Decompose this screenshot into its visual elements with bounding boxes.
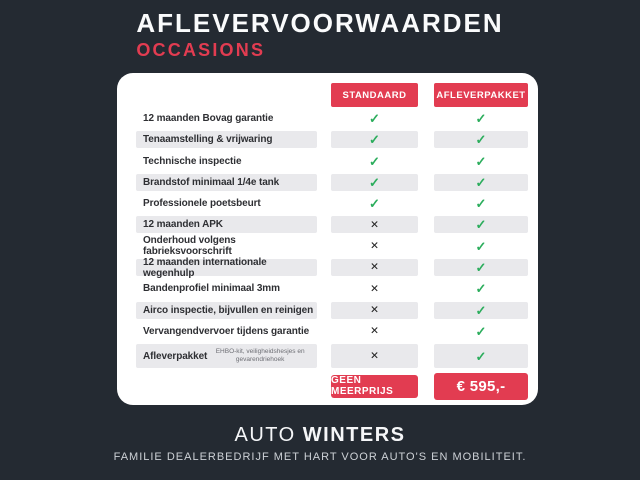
check-icon: ✓ (475, 281, 487, 297)
check-icon: ✓ (369, 196, 380, 212)
check-icon: ✓ (434, 344, 528, 368)
table-header-row (136, 83, 528, 107)
check-icon: ✓ (475, 111, 487, 126)
row-label: Vervangendvervoer tijdens garantie (143, 325, 310, 337)
check-icon: ✓ (434, 216, 528, 233)
table-row (136, 280, 528, 297)
table-row (136, 216, 528, 233)
table-row (136, 131, 528, 148)
check-icon: ✓ (369, 111, 380, 126)
cross-icon: ✕ (370, 325, 379, 338)
check-icon: ✓ (475, 196, 487, 212)
price-row (136, 373, 528, 400)
page-subtitle: OCCASIONS (136, 39, 266, 60)
check-icon: ✓ (434, 302, 528, 319)
check-icon: ✓ (434, 174, 528, 191)
table-row (136, 235, 528, 258)
table-row (136, 302, 528, 319)
row-label: Onderhoud volgens fabrieksvoorschrift (143, 235, 236, 258)
column-header-standaard: STANDAARD (331, 83, 418, 107)
table-row (136, 323, 528, 340)
brand-name-regular: AUTO (234, 424, 296, 446)
brand-tagline: FAMILIE DEALERBEDRIJF MET HART VOOR AUTO'S EN MOBILITEIT. (113, 451, 527, 463)
page-footer (0, 424, 640, 463)
cross-icon: ✕ (331, 302, 418, 319)
price-spacer (136, 373, 317, 400)
row-label: Bandenprofiel minimaal 3mm (143, 283, 280, 295)
row-label: Tenaamstelling & vrijwaring (136, 131, 317, 148)
row-label-text: Afleverpakket (143, 350, 208, 362)
table-row (136, 256, 528, 279)
brand-logo (0, 424, 640, 447)
brand-name-bold: WINTERS (302, 424, 406, 446)
check-icon: ✓ (475, 238, 487, 254)
table-row (136, 153, 528, 170)
table-row (136, 110, 528, 127)
page-title: AFLEVERVOORWAARDEN (136, 8, 504, 38)
header-spacer (136, 83, 317, 107)
row-label: 12 maanden internationale wegenhulp (136, 259, 317, 276)
price-badge-standaard: GEEN MEERPRIJS (331, 375, 418, 398)
cross-icon: ✕ (331, 259, 418, 276)
row-label: Professionele poetsbeurt (143, 198, 261, 210)
check-icon: ✓ (369, 153, 380, 169)
row-label: 12 maanden Bovag garantie (143, 113, 274, 124)
table-row (136, 195, 528, 212)
row-note: EHBO-kit, veiligheidshesjes en gevarendriehoek (215, 348, 305, 364)
check-icon: ✓ (331, 131, 418, 148)
cross-icon: ✕ (370, 282, 379, 295)
comparison-table-card (117, 73, 538, 405)
check-icon: ✓ (331, 174, 418, 191)
check-icon: ✓ (434, 131, 528, 148)
cross-icon: ✕ (370, 240, 379, 253)
row-label (136, 344, 317, 368)
row-label: 12 maanden APK (136, 216, 317, 233)
check-icon: ✓ (475, 323, 487, 339)
column-header-afleverpakket: AFLEVERPAKKET (434, 83, 528, 107)
table-row (136, 344, 528, 368)
price-badge-afleverpakket: € 595,- (434, 373, 528, 400)
page-header (0, 0, 640, 61)
table-row (136, 174, 528, 191)
check-icon: ✓ (475, 153, 487, 169)
row-label: Brandstof minimaal 1/4e tank (136, 174, 317, 191)
cross-icon: ✕ (331, 216, 418, 233)
cross-icon: ✕ (331, 344, 418, 368)
row-label: Airco inspectie, bijvullen en reinigen (136, 302, 317, 319)
check-icon: ✓ (434, 259, 528, 276)
row-label: Technische inspectie (143, 155, 242, 167)
